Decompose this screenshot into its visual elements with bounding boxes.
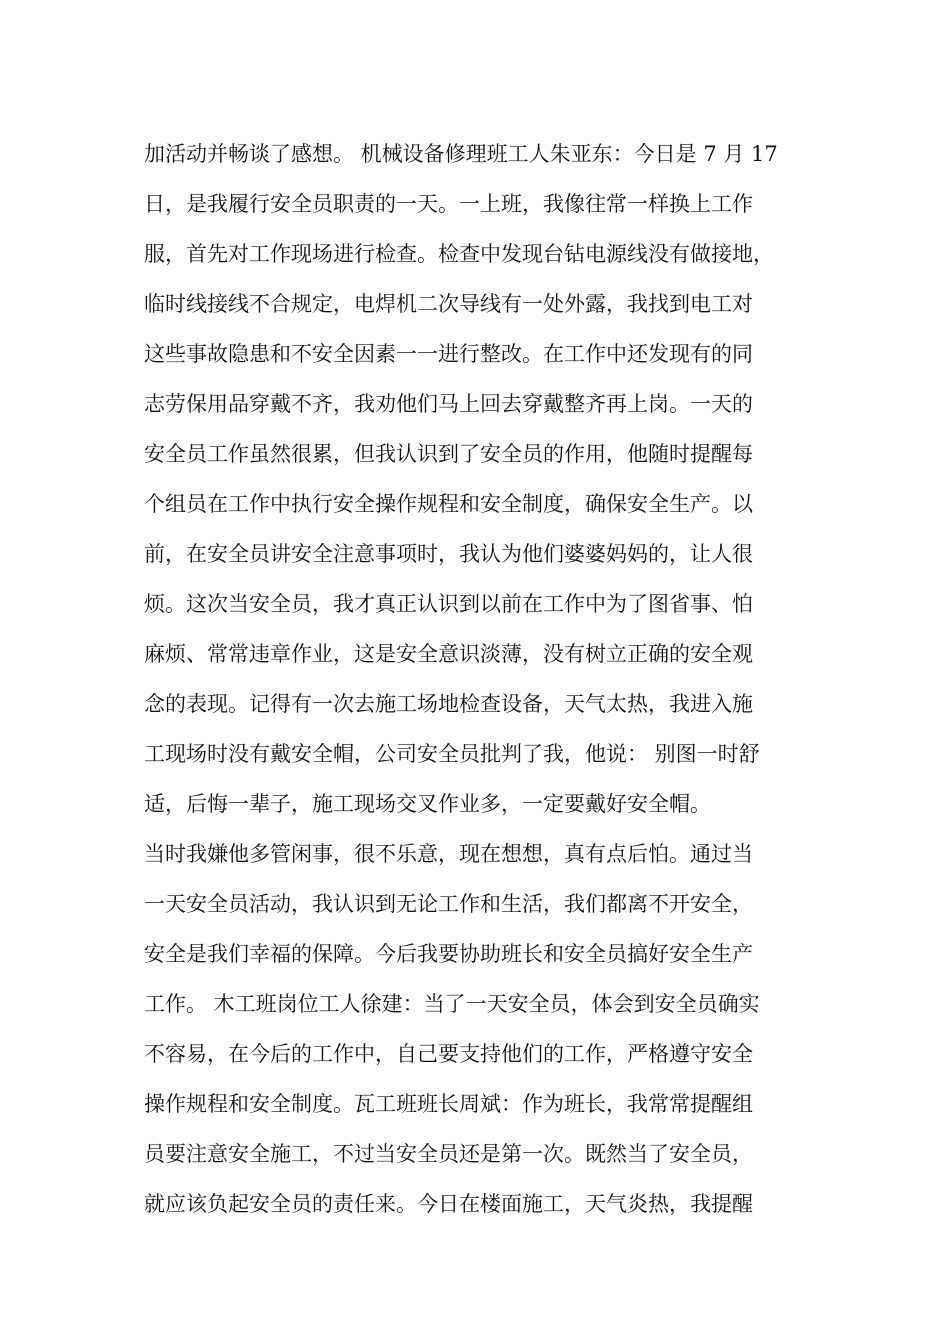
text-line: 工作。 木工班岗位工人徐建：当了一天安全员，体会到安全员确实 — [144, 992, 760, 1016]
text-line: 志劳保用品穿戴不齐，我劝他们马上回去穿戴整齐再上岗。一天的 — [144, 392, 753, 416]
text-line: 临时线接线不合规定，电焊机二次导线有一处外露，我找到电工对 — [144, 292, 753, 316]
text-line: 员要注意安全施工，不过当安全员还是第一次。既然当了安全员， — [144, 1142, 753, 1166]
text-line: 工现场时没有戴安全帽，公司安全员批判了我，他说： 别图一时舒 — [144, 742, 760, 766]
text-line: 日，是我履行安全员职责的一天。一上班，我像往常一样换上工作 — [144, 192, 753, 216]
text-line: 念的表现。记得有一次去施工场地检查设备，天气太热，我进入施 — [144, 692, 753, 716]
text-line: 一天安全员活动，我认识到无论工作和生活，我们都离不开安全， — [144, 892, 753, 916]
body-text — [144, 129, 834, 1229]
text-line: 安全是我们幸福的保障。今后我要协助班长和安全员搞好安全生产 — [144, 942, 753, 966]
text-line: 服，首先对工作现场进行检查。检查中发现台钻电源线没有做接地， — [144, 242, 774, 266]
text-line: 适，后悔一辈子，施工现场交叉作业多，一定要戴好安全帽。 — [144, 792, 711, 816]
text-line: 麻烦、常常违章作业，这是安全意识淡薄，没有树立正确的安全观 — [144, 642, 753, 666]
text-line: 烦。这次当安全员，我才真正认识到以前在工作中为了图省事、怕 — [144, 592, 753, 616]
text-line: 加活动并畅谈了感想。 机械设备修理班工人朱亚东：今日是 7 月 17 — [144, 142, 778, 166]
text-line: 就应该负起安全员的责任来。今日在楼面施工，天气炎热，我提醒 — [144, 1192, 753, 1216]
text-line: 前，在安全员讲安全注意事项时，我认为他们婆婆妈妈的，让人很 — [144, 542, 753, 566]
text-line: 这些事故隐患和不安全因素一一进行整改。在工作中还发现有的同 — [144, 342, 753, 366]
text-line: 个组员在工作中执行安全操作规程和安全制度，确保安全生产。以 — [144, 492, 753, 516]
text-line: 不容易，在今后的工作中，自己要支持他们的工作，严格遵守安全 — [144, 1042, 753, 1066]
text-line: 安全员工作虽然很累，但我认识到了安全员的作用，他随时提醒每 — [144, 442, 753, 466]
text-line: 当时我嫌他多管闲事，很不乐意，现在想想，真有点后怕。通过当 — [144, 842, 753, 866]
text-line: 操作规程和安全制度。瓦工班班长周斌：作为班长，我常常提醒组 — [144, 1092, 753, 1116]
